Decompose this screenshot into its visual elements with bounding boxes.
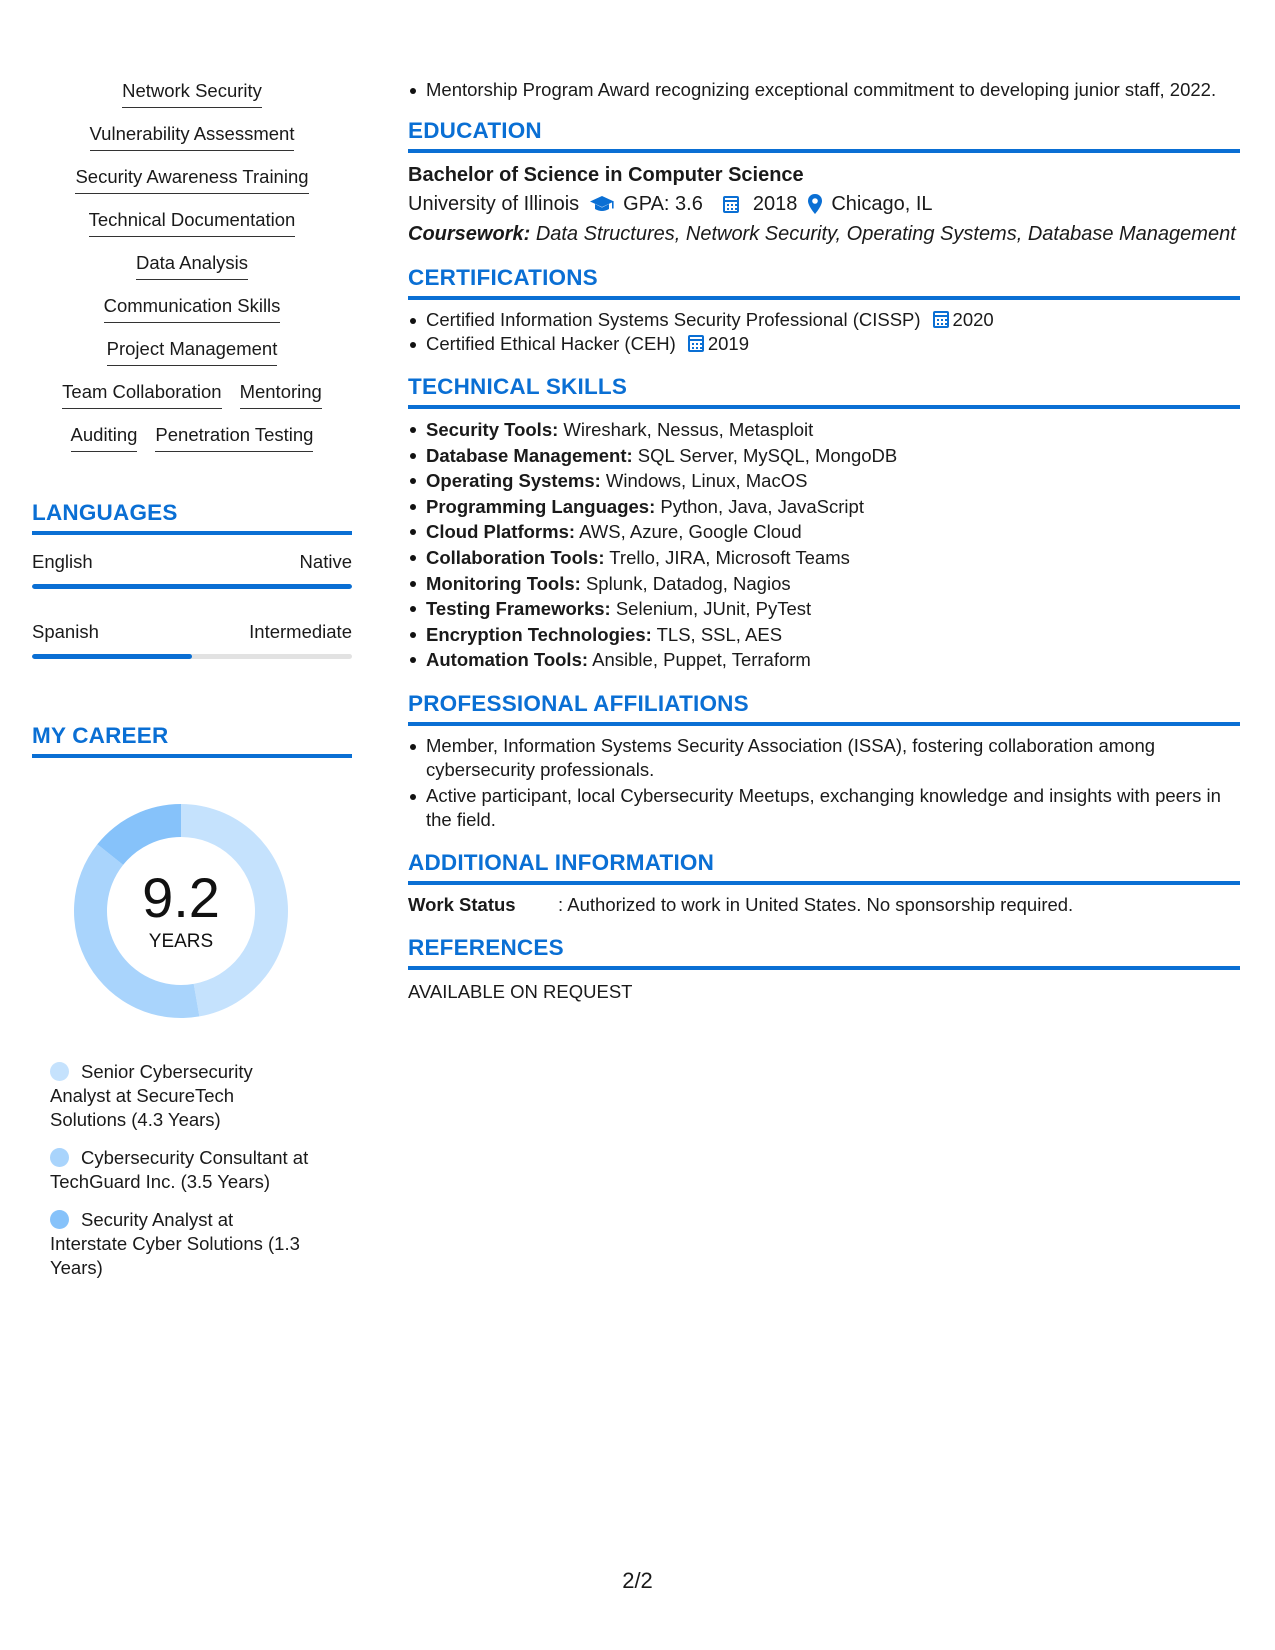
- language-name: Spanish: [32, 621, 99, 642]
- work-status-label: Work Status: [408, 893, 516, 915]
- language-item: [32, 549, 352, 589]
- references-text: AVAILABLE ON REQUEST: [408, 980, 633, 1002]
- language-header: [32, 619, 352, 645]
- skill-tag: Penetration Testing: [155, 422, 313, 452]
- technical-skill-value: TLS, SSL, AES: [656, 623, 783, 645]
- calendar-icon: [723, 196, 739, 213]
- legend-dot: [50, 1062, 69, 1081]
- legend-dot: [50, 1210, 69, 1229]
- language-level: Native: [299, 551, 352, 572]
- language-bar: [32, 584, 352, 589]
- technical-skill-value: Ansible, Puppet, Terraform: [592, 649, 811, 671]
- technical-skill-value: Wireshark, Nessus, Metasploit: [563, 419, 814, 440]
- language-header: [32, 549, 352, 575]
- technical-skill-value: Windows, Linux, MacOS: [605, 470, 808, 492]
- career-section: [32, 721, 352, 1280]
- languages-title: LANGUAGES: [32, 498, 352, 535]
- location-pin-icon: [807, 193, 823, 215]
- education-coursework: [408, 219, 1240, 249]
- affiliations-section: [408, 689, 1240, 832]
- career-total-years: 9.2: [142, 866, 220, 929]
- career-legend-item: [50, 1060, 312, 1132]
- education-year: 2018: [752, 193, 798, 215]
- technical-skill-item: [408, 468, 1240, 494]
- technical-skill-label: Cloud Platforms:: [426, 521, 576, 543]
- technical-skill-value: Selenium, JUnit, PyTest: [615, 598, 812, 620]
- skill-tag: Vulnerability Assessment: [90, 121, 295, 151]
- languages-list: [32, 549, 352, 659]
- language-bar: [32, 654, 352, 659]
- technical-skill-value: Splunk, Datadog, Nagios: [585, 572, 791, 594]
- skill-row: [62, 379, 322, 409]
- work-status-value: : Authorized to work in United States. No sponsorship required.: [558, 893, 1074, 915]
- skill-row: [104, 293, 281, 323]
- language-bar-fill: [32, 654, 192, 659]
- certification-name: Certified Information Systems Security Professional (CISSP): [426, 309, 921, 330]
- certifications-section: [408, 263, 1240, 356]
- calendar-icon: [688, 335, 704, 352]
- technical-skill-label: Automation Tools:: [426, 649, 589, 671]
- education-section: [408, 116, 1240, 249]
- skills-cloud: [32, 78, 352, 465]
- education-location: Chicago, IL: [831, 193, 933, 215]
- language-level: Intermediate: [249, 621, 352, 642]
- education-gpa: GPA: 3.6: [623, 193, 703, 215]
- legend-dot: [50, 1148, 69, 1167]
- skill-row: [122, 78, 262, 108]
- skill-row: [71, 422, 314, 452]
- affiliation-item: Active participant, local Cybersecurity Meetups, exchanging knowledge and insights with peers in the field.: [408, 784, 1240, 832]
- technical-skills-title: TECHNICAL SKILLS: [408, 372, 1240, 409]
- education-title: EDUCATION: [408, 116, 1240, 153]
- technical-skills-section: [408, 372, 1240, 673]
- right-column: [408, 78, 1240, 1004]
- technical-skill-value: Python, Java, JavaScript: [660, 495, 864, 517]
- languages-section: [32, 498, 352, 659]
- career-title: MY CAREER: [32, 721, 352, 758]
- affiliations-title: PROFESSIONAL AFFILIATIONS: [408, 689, 1240, 726]
- calendar-icon: [933, 311, 949, 328]
- technical-skill-label: Collaboration Tools:: [426, 546, 605, 568]
- additional-info-section: [408, 848, 1240, 917]
- affiliations-list: [408, 734, 1240, 832]
- skill-row: [107, 336, 278, 366]
- career-donut: [66, 796, 296, 1026]
- technical-skill-label: Encryption Technologies:: [426, 623, 652, 645]
- skill-row: [89, 207, 296, 237]
- coursework-text: Data Structures, Network Security, Operating Systems, Database Management: [535, 223, 1236, 245]
- certification-item: [408, 308, 1240, 332]
- affiliation-item: Member, Information Systems Security Association (ISSA), fostering collaboration among cybersecurity professionals.: [408, 734, 1240, 782]
- references-title: REFERENCES: [408, 933, 1240, 970]
- technical-skill-item: [408, 519, 1240, 545]
- work-status-row: [408, 893, 1240, 917]
- technical-skill-label: Testing Frameworks:: [426, 598, 611, 620]
- career-role-label: Cybersecurity Consultant at TechGuard Inc. (3.5 Years): [50, 1147, 309, 1192]
- technical-skill-item: [408, 647, 1240, 673]
- certification-year: 2020: [952, 309, 994, 330]
- certifications-title: CERTIFICATIONS: [408, 263, 1240, 300]
- career-legend-item: [50, 1146, 312, 1194]
- career-total-unit: YEARS: [148, 931, 214, 952]
- technical-skill-value: Trello, JIRA, Microsoft Teams: [609, 546, 850, 568]
- language-name: English: [32, 551, 93, 572]
- education-degree: Bachelor of Science in Computer Science: [408, 164, 804, 186]
- certifications-list: [408, 308, 1240, 356]
- technical-skill-label: Monitoring Tools:: [426, 572, 581, 594]
- education-school: University of Illinois: [408, 193, 580, 215]
- technical-skill-item: [408, 622, 1240, 648]
- additional-info-title: ADDITIONAL INFORMATION: [408, 848, 1240, 885]
- certification-item: [408, 332, 1240, 356]
- award-item: Mentorship Program Award recognizing exceptional commitment to developing junior staff, 2022.: [408, 78, 1240, 102]
- language-bar-fill: [32, 584, 352, 589]
- skill-tag: Communication Skills: [104, 293, 281, 323]
- technical-skill-item: [408, 571, 1240, 597]
- skill-tag: Network Security: [122, 78, 262, 108]
- skill-tag: Mentoring: [240, 379, 322, 409]
- technical-skill-item: [408, 417, 1240, 443]
- skill-tag: Project Management: [107, 336, 278, 366]
- technical-skill-label: Security Tools:: [426, 419, 559, 440]
- technical-skill-item: [408, 545, 1240, 571]
- technical-skills-list: [408, 417, 1240, 673]
- technical-skill-item: [408, 596, 1240, 622]
- coursework-label: Coursework:: [408, 223, 531, 245]
- skill-row: [75, 164, 308, 194]
- skill-tag: Data Analysis: [136, 250, 248, 280]
- education-details: [408, 189, 1240, 219]
- certification-name: Certified Ethical Hacker (CEH): [426, 333, 676, 354]
- language-item: [32, 619, 352, 659]
- technical-skill-item: [408, 443, 1240, 469]
- skill-row: [136, 250, 248, 280]
- certification-year: 2019: [707, 333, 749, 354]
- career-role-label: Senior Cybersecurity Analyst at SecureTech Solutions (4.3 Years): [50, 1061, 253, 1130]
- references-section: [408, 933, 1240, 1004]
- skill-tag: Technical Documentation: [89, 207, 296, 237]
- skill-tag: Team Collaboration: [62, 379, 221, 409]
- technical-skill-label: Operating Systems:: [426, 470, 601, 492]
- page-number: 2/2: [622, 1568, 653, 1593]
- career-legend: [32, 1060, 312, 1280]
- technical-skill-value: SQL Server, MySQL, MongoDB: [637, 444, 898, 466]
- career-role-label: Security Analyst at Interstate Cyber Solutions (1.3 Years): [50, 1209, 300, 1278]
- awards-list: [408, 78, 1240, 102]
- skill-row: [90, 121, 295, 151]
- skill-tag: Auditing: [71, 422, 138, 452]
- skill-tag: Security Awareness Training: [75, 164, 308, 194]
- graduation-cap-icon: [589, 194, 615, 214]
- technical-skill-label: Database Management:: [426, 444, 633, 466]
- technical-skill-label: Programming Languages:: [426, 495, 656, 517]
- technical-skill-value: AWS, Azure, Google Cloud: [579, 521, 802, 543]
- technical-skill-item: [408, 494, 1240, 520]
- career-legend-item: [50, 1208, 312, 1280]
- left-column: [32, 78, 352, 1294]
- donut-center: [66, 796, 296, 1026]
